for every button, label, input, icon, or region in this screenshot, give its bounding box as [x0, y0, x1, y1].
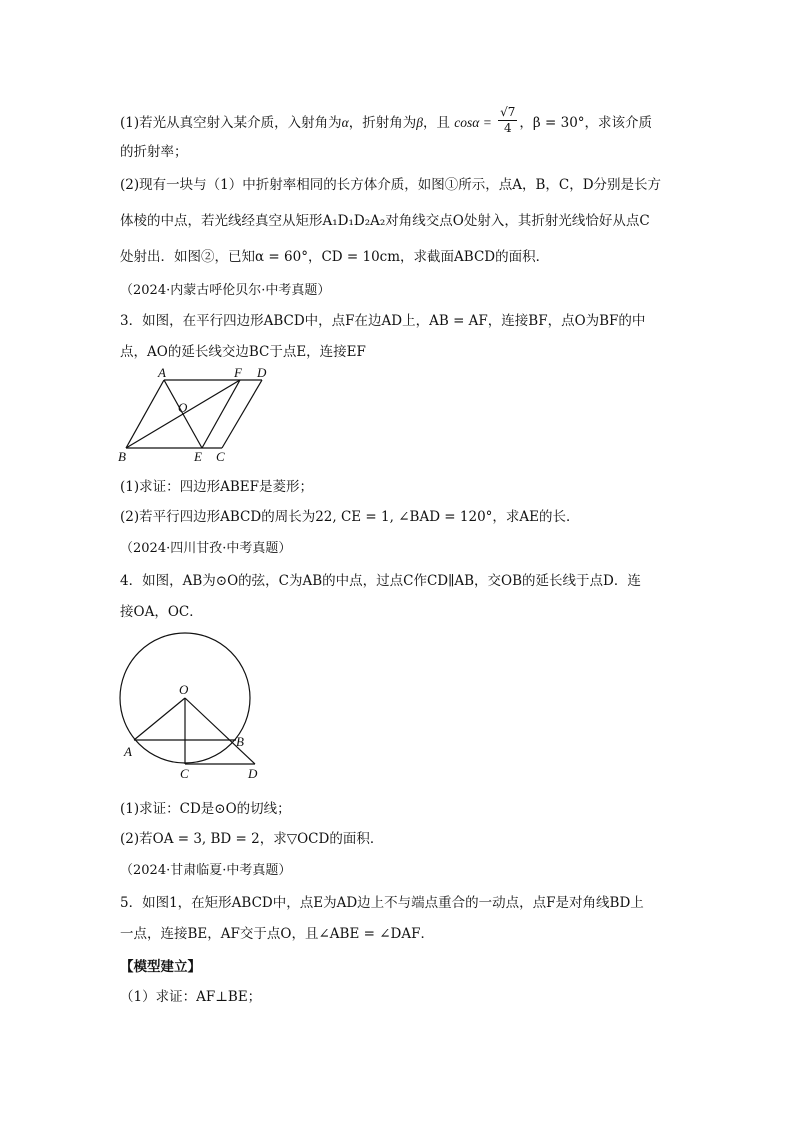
- label-B: B: [118, 449, 126, 464]
- q5-stem-line1: 5．如图1，在矩形ABCD中，点E为AD边上不与端点重合的一动点，点F是对角线BD上: [120, 895, 644, 911]
- q2-part2-line1: (2)现有一块与（1）中折射率相同的长方体介质，如图①所示，点A，B，C，D分别是长方: [120, 177, 662, 193]
- q3-sub2: (2)若平行四边形ABCD的周长为22, CE = 1, ∠BAD = 120°，求AE的长．: [120, 509, 580, 525]
- label-A: A: [124, 744, 132, 759]
- label-C: C: [180, 766, 189, 781]
- label-F: F: [234, 368, 242, 380]
- fraction-numerator: √7: [500, 105, 516, 119]
- label-O: O: [179, 682, 189, 697]
- cos-alpha: cosα =: [454, 115, 492, 130]
- label-D: D: [248, 766, 258, 781]
- q4-sub1: (1)求证：CD是⊙O的切线；: [120, 801, 291, 817]
- label-D: D: [257, 368, 267, 380]
- label-O: O: [178, 400, 188, 415]
- q3-stem-line2: 点，AO的延长线交边BC于点E，连接EF: [120, 344, 366, 360]
- label-C: C: [216, 449, 225, 464]
- label-A: A: [158, 368, 166, 380]
- q3-sub1: (1)求证：四边形ABEF是菱形；: [120, 479, 314, 495]
- q2-part2-line3: 处射出．如图②，已知α = 60°，CD = 10cm，求截面ABCD的面积．: [120, 249, 550, 265]
- q2-part1-mid2: ，且: [422, 115, 450, 131]
- fraction-denominator: 4: [503, 121, 512, 135]
- q3-source: （2024·内蒙古呼伦贝尔·中考真题）: [120, 283, 331, 298]
- segment-DC: [222, 380, 262, 448]
- q2-part1-line2: 的折射率；: [120, 144, 188, 160]
- label-E: E: [194, 449, 202, 464]
- beta-symbol: β: [416, 115, 423, 130]
- q2-part1-after: ，β = 30°，求该介质: [519, 115, 653, 131]
- q5-sub1: （1）求证：AF⊥BE；: [120, 989, 262, 1005]
- q2-part1-mid: ，折射角为: [348, 115, 417, 131]
- q4-source: （2024·四川甘孜·中考真题）: [120, 541, 292, 556]
- q4-sub2: (2)若OA = 3, BD = 2，求▽OCD的面积．: [120, 831, 384, 847]
- q4-stem-line1: 4．如图，AB为⊙O的弦，C为AB的中点，过点C作CD∥AB，交OB的延长线于点D．连: [120, 573, 641, 589]
- q2-part2-line2: 体棱的中点，若光线经真空从矩形A₁D₁D₂A₂对角线交点O处射入，其折射光线恰好从点C: [120, 213, 650, 229]
- q2-part1-line1: [120, 105, 653, 139]
- q5-model-heading: 【模型建立】: [120, 959, 201, 975]
- circle-tangent-figure: [112, 630, 272, 782]
- q4-stem-line2: 接OA，OC．: [120, 604, 203, 620]
- q2-part1-before: (1)若光从真空射入某介质，入射角为: [120, 115, 342, 131]
- segment-EF: [202, 380, 240, 448]
- sqrt7-over-4-fraction: [498, 105, 517, 136]
- label-B: B: [236, 734, 244, 749]
- alpha-symbol: α: [341, 115, 349, 130]
- q3-stem-line1: 3．如图，在平行四边形ABCD中，点F在边AD上，AB = AF，连接BF，点O为BF的中: [120, 313, 646, 329]
- q5-source: （2024·甘肃临夏·中考真题）: [120, 863, 292, 878]
- segment-OD: [185, 698, 255, 764]
- parallelogram-figure: [112, 368, 282, 466]
- segment-OA: [134, 698, 185, 740]
- q5-stem-line2: 一点，连接BE，AF交于点O，且∠ABE = ∠DAF．: [120, 926, 434, 942]
- segment-AB: [126, 380, 164, 448]
